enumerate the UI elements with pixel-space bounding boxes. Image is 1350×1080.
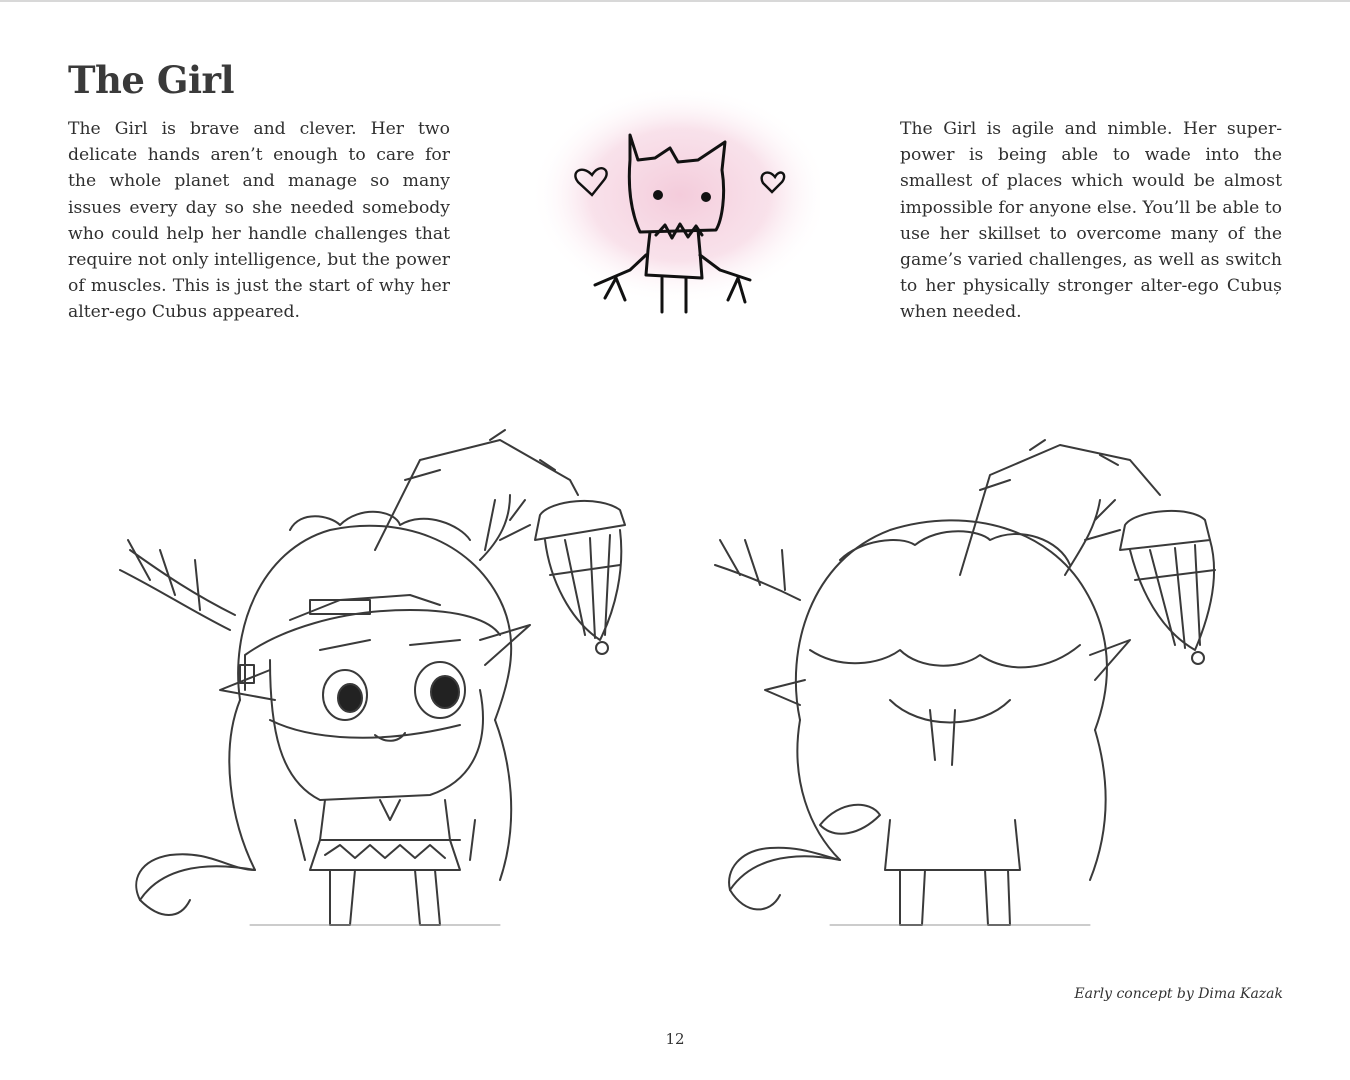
page-title: The Girl <box>68 58 235 102</box>
right-antler-icon <box>1065 500 1120 575</box>
left-antler-icon <box>120 540 235 630</box>
body-back-shape <box>830 820 1090 925</box>
page-number: 12 <box>665 1030 685 1048</box>
girl-front-sketch <box>80 400 640 960</box>
face-shape <box>220 625 530 800</box>
pink-watercolor-wash <box>530 85 820 305</box>
right-antler-icon <box>480 495 530 560</box>
body-shape <box>250 800 500 925</box>
left-antler-icon <box>715 540 800 600</box>
lantern-icon <box>960 440 1215 664</box>
intro-paragraph-right: The Girl is agile and nimble. Her super-power is being able to wade into the smallest of places which would be almost impossible for anyone else. You’ll be able to use her skillset to overcome many of the game’s varied challenges, as well as switch to her physically stronger alter-ego Cubuș when needed. <box>900 119 1282 323</box>
hair-back-shape <box>729 520 1107 909</box>
cubus-doodle-illustration <box>520 80 820 330</box>
girl-back-sketch <box>690 400 1250 960</box>
lantern-icon <box>375 430 625 654</box>
intro-paragraph-left: The Girl is brave and clever. Her two delicate hands aren’t enough to care for the whole planet and manage so many issues every day so she needed somebody who could help her handle challenges that require not only intelligence, but the power of muscles. This is just the start of why her alter-ego Cubus appeared. <box>68 119 450 323</box>
illustration-caption: Early concept by Dima Kazak <box>1074 986 1283 1002</box>
top-rule <box>0 0 1350 2</box>
